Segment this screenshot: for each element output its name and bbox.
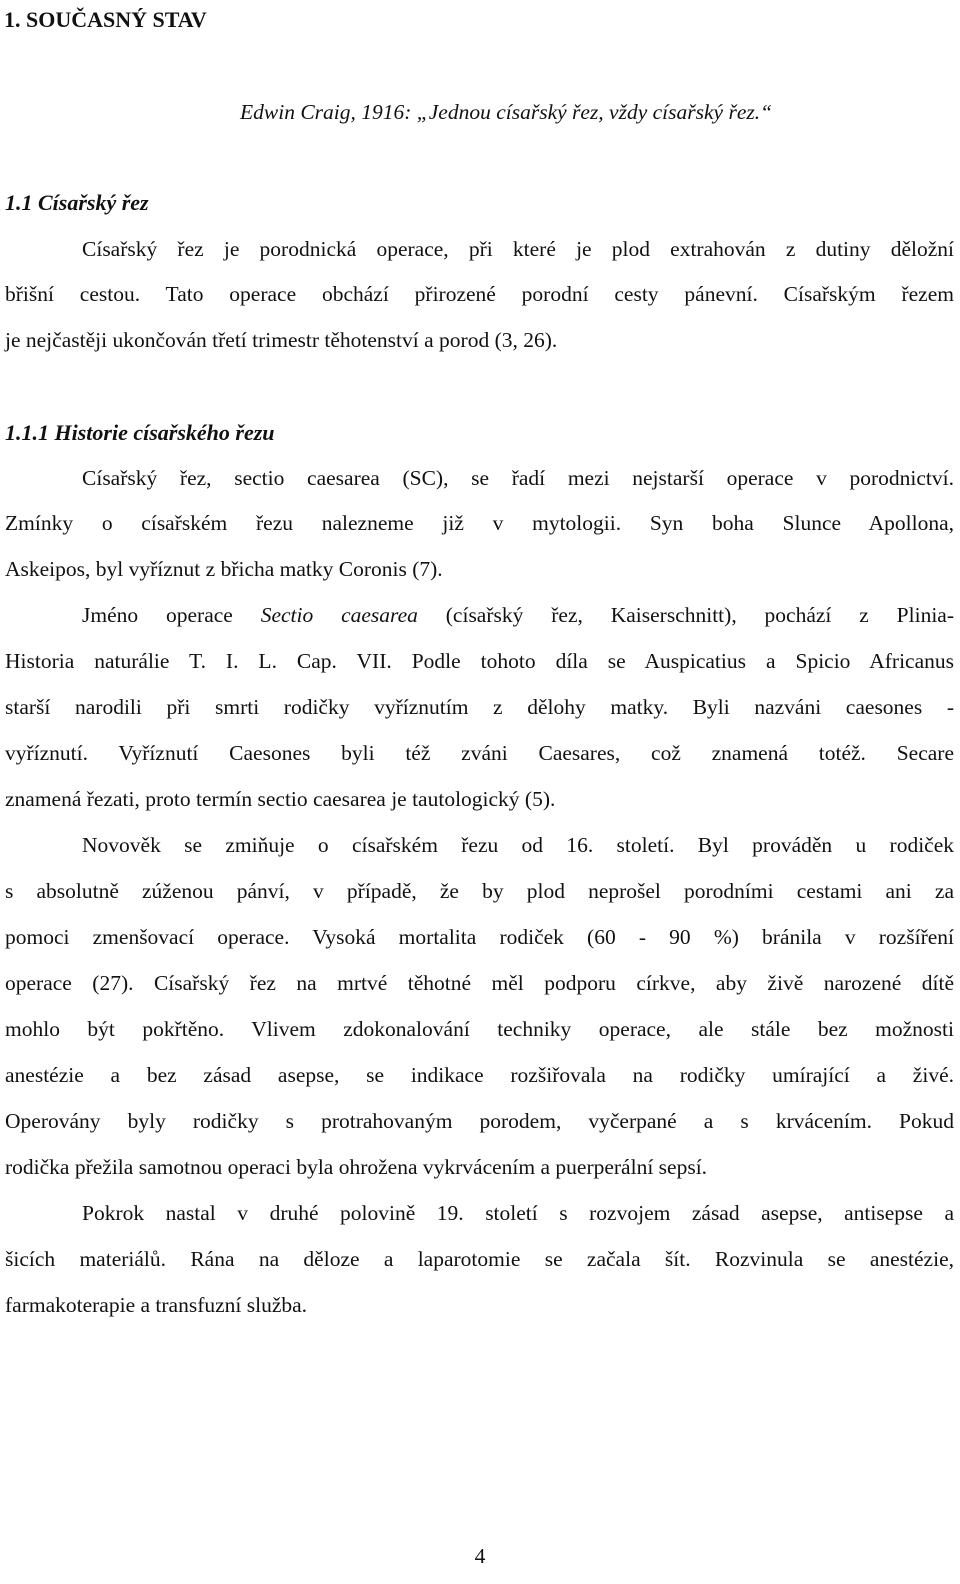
motto-quote: Edwin Craig, 1916: „Jednou císařský řez, vždy císařský řez.“ — [240, 100, 773, 124]
page-number: 4 — [474, 1544, 486, 1568]
paragraph-line: Pokrok nastal v druhé polovině 19. století s rozvojem zásad asepse, antisepse a — [82, 1201, 954, 1225]
paragraph-line: vyříznutí. Vyříznutí Caesones byli též zváni Caesares, což znamená totéž. Secare — [5, 741, 954, 765]
latin-term: Sectio caesarea — [260, 603, 418, 627]
paragraph-line: znamená řezati, proto termín sectio caesarea je tautologický (5). — [5, 787, 556, 811]
paragraph-line: starší narodili při smrti rodičky vyříznutím z dělohy matky. Byli nazváni caesones - — [5, 695, 954, 719]
paragraph-line: Císařský řez je porodnická operace, při které je plod extrahován z dutiny děložní — [82, 237, 954, 261]
paragraph-line: pomoci zmenšovací operace. Vysoká mortalita rodiček (60 - 90 %) bránila v rozšíření — [5, 925, 954, 949]
paragraph-line — [82, 602, 954, 628]
section-heading: 1.1 Císařský řez — [5, 190, 149, 215]
paragraph-line: Zmínky o císařském řezu nalezneme již v mytologii. Syn boha Slunce Apollona, — [5, 511, 954, 535]
paragraph-line: farmakoterapie a transfuzní služba. — [5, 1293, 308, 1317]
subsection-heading: 1.1.1 Historie císařského řezu — [5, 420, 275, 445]
paragraph-line: s absolutně zúženou pánví, v případě, že by plod neprošel porodními cestami ani za — [5, 879, 954, 903]
paragraph-line: je nejčastěji ukončován třetí trimestr těhotenství a porod (3, 26). — [5, 328, 558, 352]
paragraph-line: anestézie a bez zásad asepse, se indikace rozšiřovala na rodičky umírající a živé. — [5, 1063, 954, 1087]
paragraph-line: Novověk se zmiňuje o císařském řezu od 16. století. Byl prováděn u rodiček — [82, 833, 954, 857]
chapter-heading: 1. SOUČASNÝ STAV — [4, 7, 207, 32]
paragraph-line: mohlo být pokřtěno. Vlivem zdokonalování techniky operace, ale stále bez možnosti — [5, 1017, 954, 1041]
paragraph-line: rodička přežila samotnou operaci byla ohrožena vykrvácením a puerperální sepsí. — [5, 1155, 708, 1179]
paragraph-line: břišní cestou. Tato operace obchází přirozené porodní cesty pánevní. Císařským řezem — [5, 282, 954, 306]
paragraph-line: šicích materiálů. Rána na děloze a laparotomie se začala šít. Rozvinula se anestézie, — [5, 1247, 954, 1271]
paragraph-line: Askeipos, byl vyříznut z břicha matky Coronis (7). — [5, 557, 443, 581]
paragraph-line: Historia naturálie T. I. L. Cap. VII. Podle tohoto díla se Auspicatius a Spicio Africanus — [5, 649, 954, 673]
text-run: (císařský řez, Kaiserschnitt), pochází z Plinia- — [417, 603, 954, 627]
paragraph-line: Operovány byly rodičky s protrahovaným porodem, vyčerpané a s krvácením. Pokud — [5, 1109, 954, 1133]
text-run: Jméno operace — [82, 603, 261, 627]
paragraph-line: Císařský řez, sectio caesarea (SC), se řadí mezi nejstarší operace v porodnictví. — [82, 466, 954, 490]
paragraph-line: operace (27). Císařský řez na mrtvé těhotné měl podporu církve, aby živě narozené dítě — [5, 971, 954, 995]
